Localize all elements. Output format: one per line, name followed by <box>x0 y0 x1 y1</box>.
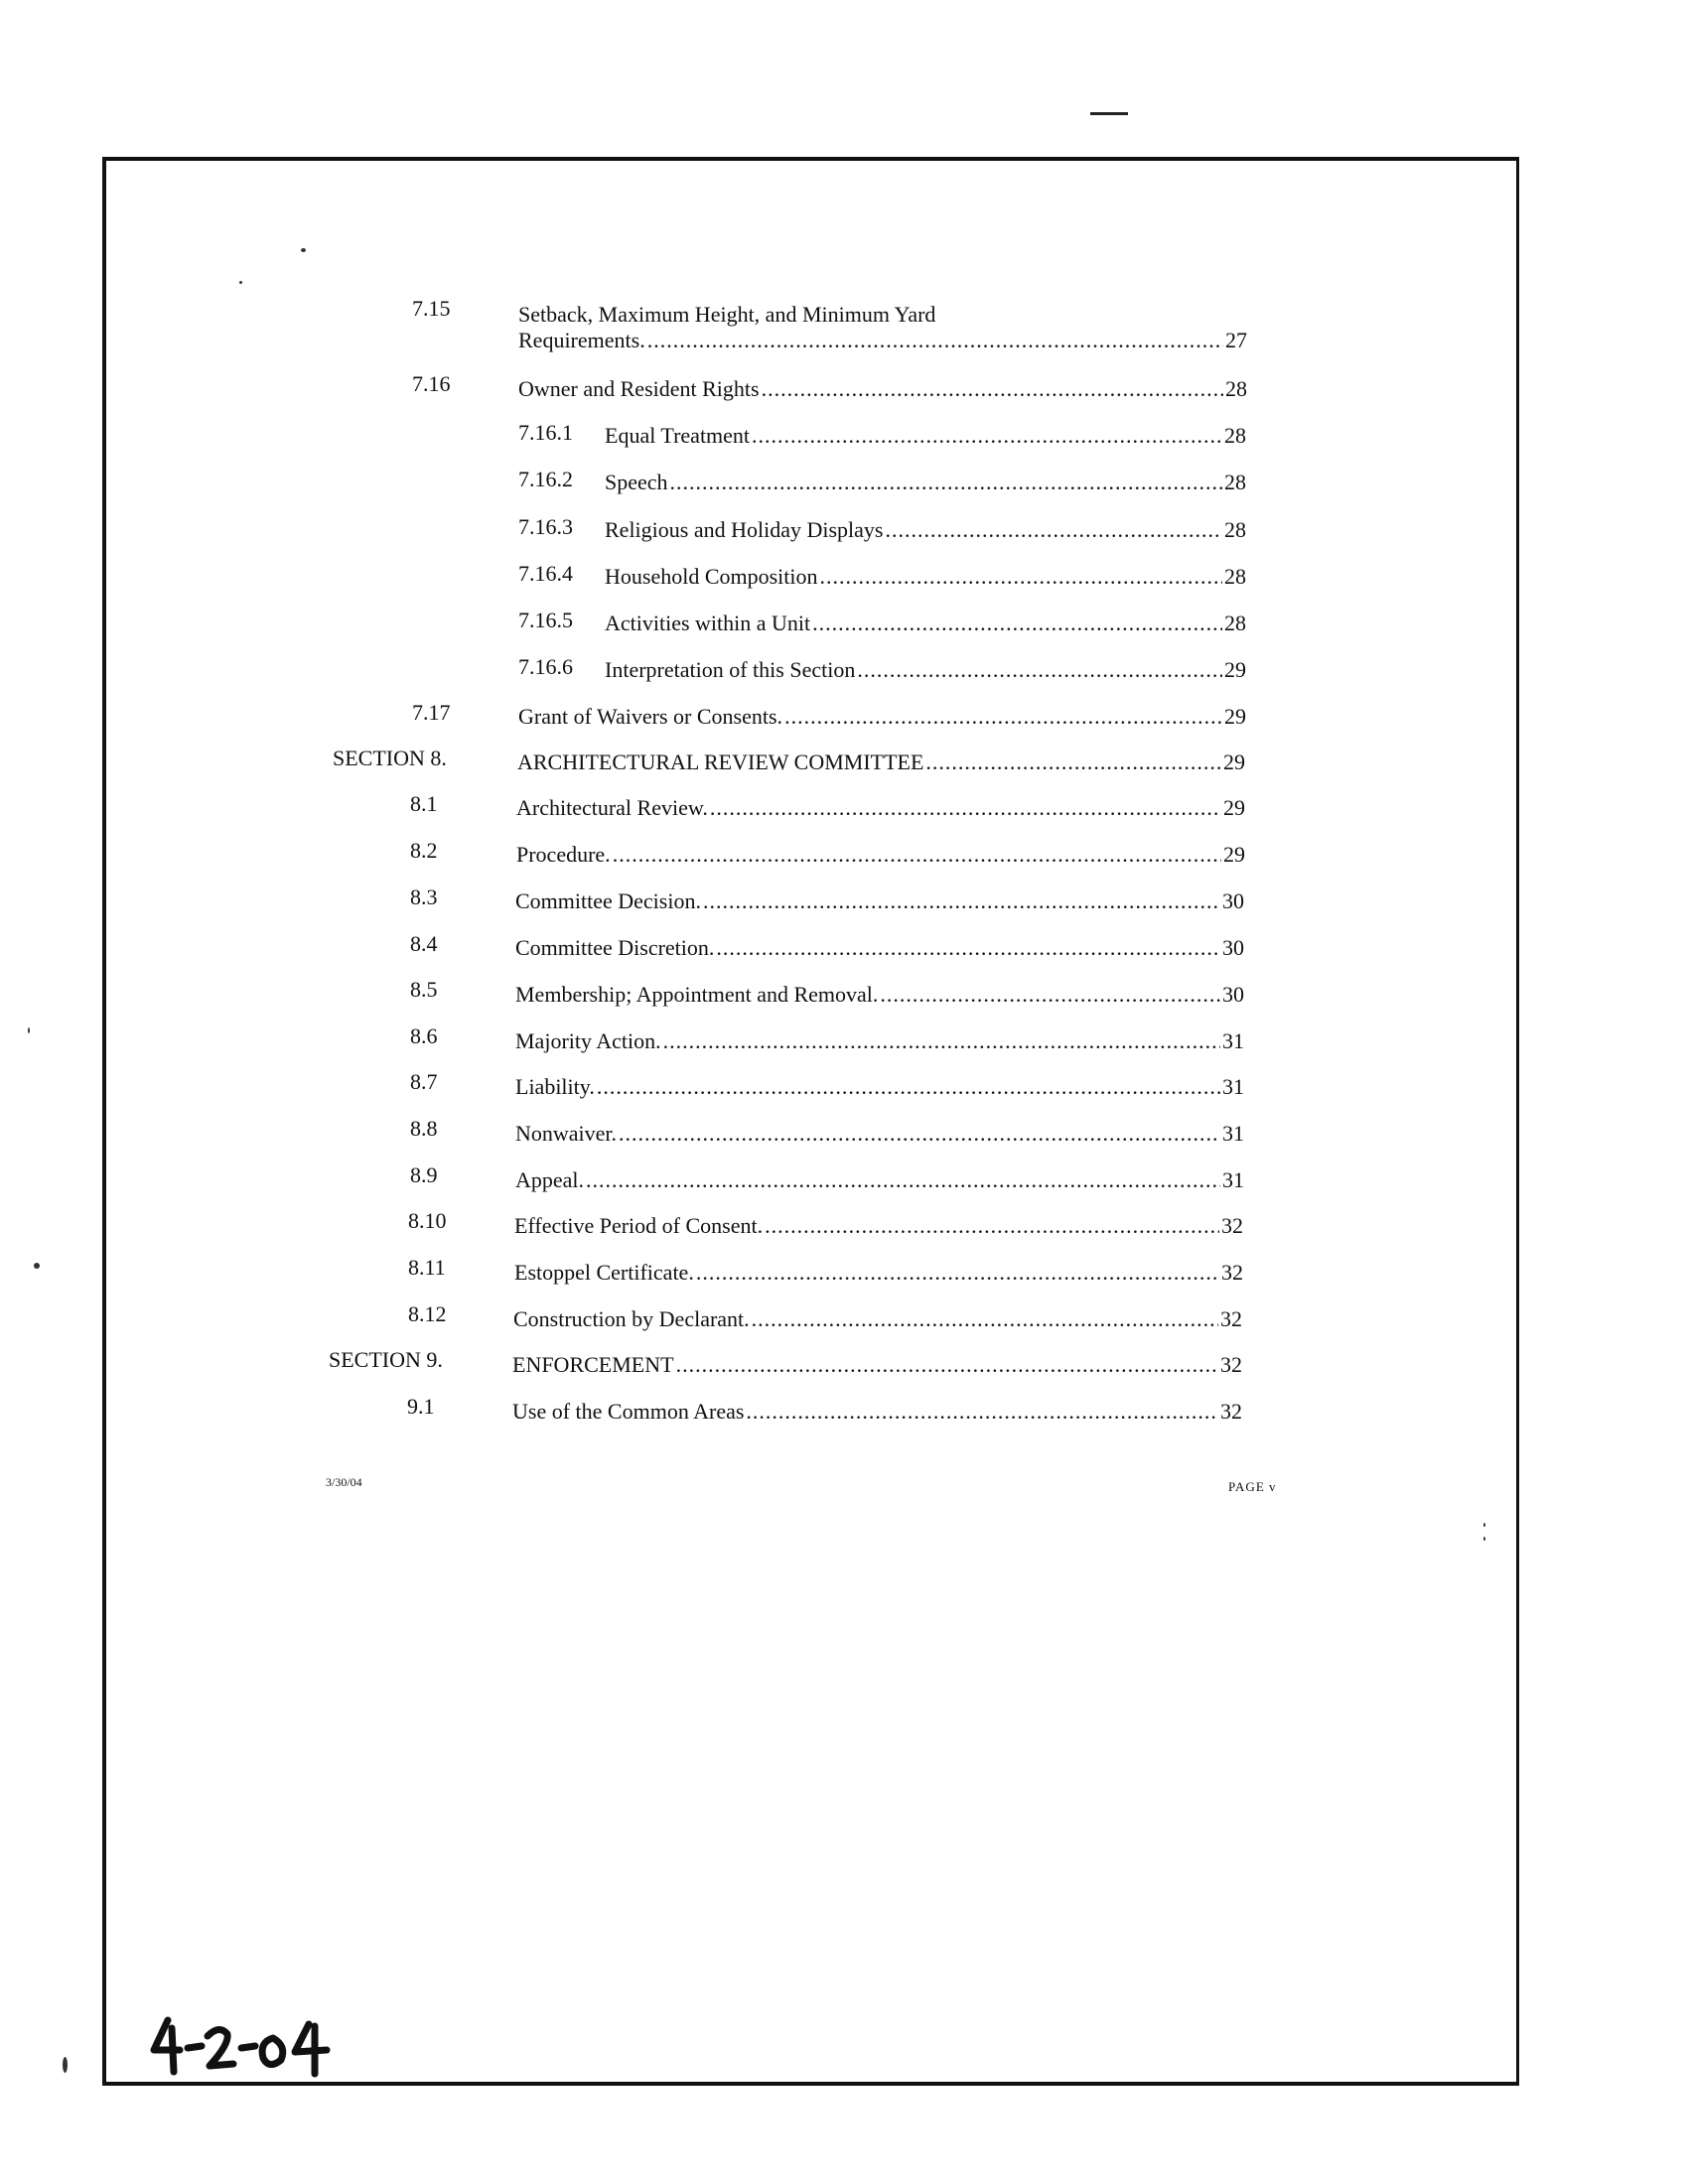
toc-number: 8.9 <box>410 1162 438 1187</box>
toc-title: Procedure. <box>516 842 611 867</box>
toc-title-line1: Setback, Maximum Height, and Minimum Yard <box>518 302 936 327</box>
toc-number: 7.16.6 <box>518 654 573 679</box>
leader-dots <box>925 750 1221 775</box>
toc-entry <box>518 328 1247 353</box>
toc-entry <box>605 470 1246 495</box>
toc-title: Equal Treatment <box>605 423 751 448</box>
toc-title: Effective Period of Consent. <box>514 1213 764 1238</box>
leader-dots <box>762 376 1223 402</box>
toc-title: Use of the Common Areas <box>512 1399 745 1424</box>
toc-number: 8.10 <box>408 1208 447 1233</box>
toc-title: Speech <box>605 470 668 494</box>
toc-page: 31 <box>1222 1028 1244 1053</box>
toc-entry <box>512 1399 1242 1425</box>
leader-dots <box>676 1352 1218 1378</box>
toc-title: Committee Discretion. <box>515 935 715 960</box>
toc-page: 30 <box>1222 935 1244 960</box>
scan-speck <box>63 2057 68 2073</box>
toc-entry <box>515 1167 1244 1193</box>
toc-title: Liability. <box>515 1074 595 1099</box>
leader-dots <box>670 470 1222 495</box>
toc-entry <box>518 376 1247 402</box>
leader-dots <box>765 1213 1219 1239</box>
toc-number: 7.16.1 <box>518 420 573 445</box>
toc-entry <box>518 704 1246 730</box>
toc-number: 8.7 <box>410 1069 438 1094</box>
toc-title: Religious and Holiday Displays <box>605 517 884 542</box>
toc-page: 32 <box>1220 1352 1242 1377</box>
toc-entry <box>605 611 1246 636</box>
toc-number: 8.1 <box>410 791 438 816</box>
toc-page: 29 <box>1224 704 1246 729</box>
scan-speck <box>1483 1537 1485 1541</box>
toc-entry <box>513 1306 1242 1332</box>
toc-page: 31 <box>1222 1074 1244 1099</box>
toc-number: 7.16 <box>412 371 451 396</box>
toc-title: Appeal. <box>515 1167 585 1192</box>
leader-dots <box>716 935 1220 961</box>
leader-dots <box>812 611 1222 636</box>
toc-title: Estoppel Certificate. <box>514 1260 694 1285</box>
toc-entry <box>605 517 1246 543</box>
toc-title: Committee Decision. <box>515 888 701 913</box>
leader-dots <box>597 1074 1220 1100</box>
toc-number: 7.16.5 <box>518 608 573 632</box>
top-mark <box>1090 112 1128 115</box>
leader-dots <box>857 657 1222 683</box>
toc-page: 31 <box>1222 1121 1244 1146</box>
leader-dots <box>663 1028 1220 1054</box>
leader-dots <box>619 1121 1220 1147</box>
toc-page: 32 <box>1220 1306 1242 1331</box>
toc-entry <box>516 795 1245 821</box>
toc-number: 8.6 <box>410 1024 438 1048</box>
leader-dots <box>820 564 1222 590</box>
footer-page-label: PAGE v <box>1228 1479 1277 1494</box>
toc-number: 8.11 <box>408 1255 446 1280</box>
toc-entry <box>515 1028 1244 1054</box>
toc-number: 8.12 <box>408 1301 447 1326</box>
toc-entry <box>515 1074 1244 1100</box>
toc-entry <box>514 1260 1243 1286</box>
toc-section-number: SECTION 8. <box>333 746 447 770</box>
toc-number: 7.17 <box>412 700 451 725</box>
toc-section-title: ARCHITECTURAL REVIEW COMMITTEE <box>517 750 924 774</box>
toc-number: 8.4 <box>410 931 438 956</box>
toc-entry <box>515 935 1244 961</box>
toc-entry <box>512 1352 1242 1378</box>
toc-entry <box>605 657 1246 683</box>
handwritten-date-signature <box>146 2010 335 2080</box>
leader-dots <box>784 704 1222 730</box>
toc-page: 32 <box>1221 1213 1243 1238</box>
toc-entry <box>516 842 1245 868</box>
toc-title: Majority Action. <box>515 1028 661 1053</box>
toc-page: 28 <box>1224 517 1246 542</box>
toc-title: Grant of Waivers or Consents. <box>518 704 783 729</box>
leader-dots <box>586 1167 1220 1193</box>
toc-page: 27 <box>1225 328 1247 352</box>
toc-entry <box>605 564 1246 590</box>
toc-title: Architectural Review. <box>516 795 708 820</box>
toc-title: Owner and Resident Rights <box>518 376 760 401</box>
toc-page: 28 <box>1224 564 1246 589</box>
toc-entry <box>515 982 1244 1008</box>
toc-page: 29 <box>1223 750 1245 774</box>
toc-number: 7.15 <box>412 296 451 321</box>
leader-dots <box>746 1399 1218 1425</box>
toc-title: Nonwaiver. <box>515 1121 618 1146</box>
scan-speck <box>1483 1523 1485 1527</box>
leader-dots <box>752 423 1222 449</box>
leader-dots <box>696 1260 1219 1286</box>
toc-page: 30 <box>1222 888 1244 913</box>
toc-title: Requirements. <box>518 328 645 352</box>
toc-title: Membership; Appointment and Removal. <box>515 982 879 1007</box>
toc-section-title: ENFORCEMENT <box>512 1352 674 1377</box>
toc-entry <box>517 750 1245 775</box>
leader-dots <box>703 888 1220 914</box>
toc-entry <box>515 1121 1244 1147</box>
scan-speck <box>28 1027 30 1033</box>
toc-number: 7.16.3 <box>518 514 573 539</box>
leader-dots <box>647 328 1223 353</box>
leader-dots <box>885 517 1222 543</box>
toc-page: 30 <box>1222 982 1244 1007</box>
leader-dots <box>880 982 1220 1008</box>
toc-title: Interpretation of this Section <box>605 657 856 682</box>
toc-entry <box>514 1213 1243 1239</box>
toc-page: 32 <box>1220 1399 1242 1424</box>
toc-page: 32 <box>1221 1260 1243 1285</box>
footer-date: 3/30/04 <box>326 1475 362 1489</box>
toc-page: 29 <box>1224 657 1246 682</box>
toc-number: 9.1 <box>407 1394 435 1419</box>
toc-number: 8.2 <box>410 838 438 863</box>
toc-number: 7.16.2 <box>518 467 573 491</box>
scan-speck <box>34 1263 40 1269</box>
toc-page: 28 <box>1224 470 1246 494</box>
leader-dots <box>613 842 1221 868</box>
toc-number: 8.3 <box>410 885 438 909</box>
scan-speck <box>239 281 242 284</box>
toc-number: 8.5 <box>410 977 438 1002</box>
toc-number: 8.8 <box>410 1116 438 1141</box>
toc-page: 29 <box>1223 842 1245 867</box>
toc-page: 28 <box>1224 423 1246 448</box>
toc-entry <box>515 888 1244 914</box>
scan-speck <box>301 248 306 252</box>
leader-dots <box>710 795 1221 821</box>
toc-page: 29 <box>1223 795 1245 820</box>
toc-page: 28 <box>1224 611 1246 635</box>
toc-title: Household Composition <box>605 564 818 589</box>
toc-number: 7.16.4 <box>518 561 573 586</box>
toc-title: Activities within a Unit <box>605 611 811 635</box>
toc-entry <box>605 423 1246 449</box>
leader-dots <box>752 1306 1218 1332</box>
toc-title: Construction by Declarant. <box>513 1306 750 1331</box>
toc-page: 31 <box>1222 1167 1244 1192</box>
toc-section-number: SECTION 9. <box>329 1347 443 1372</box>
toc-page: 28 <box>1225 376 1247 401</box>
